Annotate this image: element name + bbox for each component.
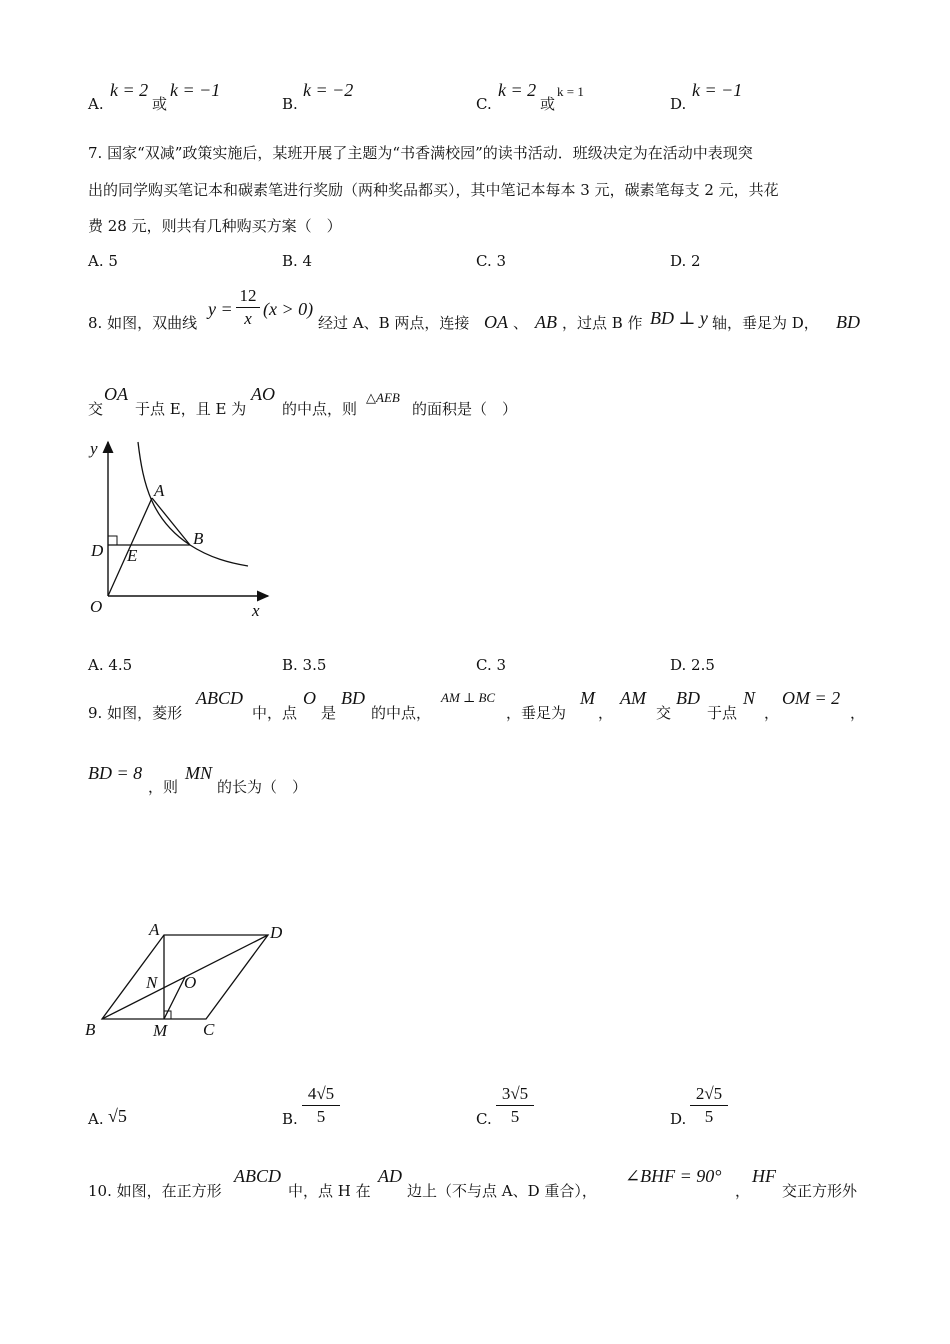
q8-math-oa-2: OA (104, 384, 128, 404)
q8-label-a: A (154, 481, 165, 500)
q7-option-b: B. 4 (282, 252, 313, 270)
q7-line-2: 出的同学购买笔记本和碳素笔进行奖励（两种奖品都买），其中笔记本每本 3 元，碳素笔每支 2 元，共花 (88, 181, 779, 199)
q9-text-11: ，则 (148, 778, 179, 796)
q7-line-1: 7. 国家“双减”政策实施后，某班开展了主题为“书香满校园”的读书活动．班级决定为在活动中表现突 (88, 144, 753, 162)
q6-option-c-or: 或 (540, 95, 556, 113)
q9-label-m: M (153, 1021, 168, 1040)
q10-text-4: ， (735, 1182, 751, 1200)
q8-label-e: E (127, 546, 138, 565)
q8-func-numerator: 12 (239, 286, 257, 305)
q9-option-d-numerator: 2√5 (695, 1084, 723, 1103)
q7-option-a: A. 5 (88, 252, 118, 270)
q8-text-6: 交 (88, 400, 104, 418)
q9-math-om: OM = 2 (782, 688, 841, 708)
q8-math-ao: AO (251, 384, 275, 404)
q6-option-c-label: C. (476, 95, 492, 113)
q8-func-fraction (236, 286, 260, 329)
q9-option-b-label: B. (282, 1110, 298, 1128)
q9-label-a: A (149, 920, 160, 939)
q8-text-9: 的面积是（ ） (412, 400, 518, 418)
q8-text-4: ，过点 B 作 (562, 314, 643, 332)
q9-text-5: ，垂足为 (506, 704, 567, 722)
q9-option-d-denominator: 5 (704, 1107, 714, 1126)
q6-option-b-math: k = −2 (303, 80, 354, 100)
q10-text-1: 10. 如图，在正方形 (88, 1182, 222, 1200)
q7-option-d: D. 2 (670, 252, 701, 270)
q9-segment-om (164, 977, 185, 1019)
q6-option-b-label: B. (282, 95, 298, 113)
q9-text-12: 的长为（ ） (217, 778, 308, 796)
q10-math-hf: HF (752, 1166, 776, 1186)
q8-text-5: 轴，垂足为 D， (712, 314, 819, 332)
q8-option-b: B. 3.5 (282, 656, 327, 674)
q9-text-9: ， (764, 704, 780, 722)
q8-math-ab: AB (535, 312, 557, 332)
q9-rhombus-figure (80, 915, 300, 1045)
q8-label-b: B (193, 529, 204, 548)
q9-label-c: C (203, 1020, 215, 1039)
q9-math-bd: BD (341, 688, 365, 708)
q9-label-b: B (85, 1020, 96, 1039)
q8-math-oa: OA (484, 312, 508, 332)
q9-math-mn: MN (185, 763, 212, 783)
q9-label-n: N (146, 973, 158, 992)
q9-text-3: 是 (321, 704, 337, 722)
q8-option-c: C. 3 (476, 656, 507, 674)
q10-text-2: 中，点 H 在 (288, 1182, 371, 1200)
q10-text-5: 交正方形外 (782, 1182, 858, 1200)
q9-text-8: 于点 (707, 704, 738, 722)
q6-option-a-math1: k = 2 (110, 80, 149, 100)
q8-func-denominator: x (244, 309, 252, 328)
q8-math-bd-perp: BD ⊥ y (650, 308, 708, 328)
q8-math-bd: BD (836, 312, 860, 332)
q9-math-m: M (580, 688, 595, 708)
q9-text-4: 的中点， (371, 704, 432, 722)
q9-math-am: AM (620, 688, 646, 708)
q9-text-2: 中，点 (252, 704, 298, 722)
q6-option-c-math1: k = 2 (498, 80, 537, 100)
q9-label-d: D (270, 923, 283, 942)
q9-option-c-fraction (496, 1084, 534, 1127)
q6-option-a-or: 或 (152, 95, 168, 113)
q9-option-c-denominator: 5 (510, 1107, 520, 1126)
q9-option-d-fraction (690, 1084, 728, 1127)
q9-option-b-fraction (302, 1084, 340, 1127)
q8-label-y: y (90, 439, 98, 458)
q9-math-n: N (743, 688, 756, 708)
q9-text-6: ， (598, 704, 614, 722)
q10-math-abcd: ABCD (234, 1166, 281, 1186)
q6-option-d-math: k = −1 (692, 80, 743, 100)
q9-option-d-label: D. (670, 1110, 687, 1128)
q10-math-ad: AD (378, 1166, 402, 1186)
q9-math-bd8: BD = 8 (88, 763, 143, 783)
q9-label-o: O (184, 973, 197, 992)
q9-option-a-value: √5 (108, 1106, 127, 1126)
q8-text-2: 经过 A、B 两点，连接 (318, 314, 470, 332)
q6-option-a-label: A. (88, 95, 104, 113)
q8-label-d: D (91, 541, 104, 560)
q7-option-c: C. 3 (476, 252, 507, 270)
q8-text-8: 的中点，则 (282, 400, 358, 418)
q8-label-x: x (252, 601, 260, 620)
q8-segment-ab (152, 498, 190, 545)
q8-label-o: O (90, 597, 103, 616)
q9-math-bd-2: BD (676, 688, 700, 708)
q8-math-triangle: △AEB (366, 390, 400, 405)
q9-option-b-denominator: 5 (316, 1107, 326, 1126)
q6-option-d-label: D. (670, 95, 687, 113)
q8-right-angle-mark (108, 536, 117, 545)
q9-text-10: ， (850, 704, 866, 722)
q8-func-condition: (x > 0) (263, 299, 314, 319)
q8-option-d: D. 2.5 (670, 656, 715, 674)
q10-text-3: 边上（不与点 A、D 重合）， (407, 1182, 597, 1200)
q8-func-lhs: y = (208, 299, 233, 319)
q8-text-1: 8. 如图，双曲线 (88, 314, 198, 332)
q8-hyperbola-figure (80, 430, 280, 620)
q7-line-3: 费 28 元，则共有几种购买方案（ ） (88, 217, 342, 235)
q8-option-a: A. 4.5 (88, 656, 133, 674)
q9-math-abcd: ABCD (196, 688, 243, 708)
q9-option-c-numerator: 3√5 (501, 1084, 529, 1103)
q8-text-7: 于点 E，且 E 为 (135, 400, 247, 418)
q9-option-a-label: A. (88, 1110, 104, 1128)
q9-text-7: 交 (656, 704, 672, 722)
q9-math-o: O (303, 688, 316, 708)
q9-text-1: 9. 如图，菱形 (88, 704, 183, 722)
q10-math-angle: ∠BHF = 90° (625, 1166, 722, 1186)
q9-option-b-numerator: 4√5 (307, 1084, 335, 1103)
q6-option-a-math2: k = −1 (170, 80, 221, 100)
q8-text-3: 、 (513, 314, 529, 332)
q9-option-c-label: C. (476, 1110, 492, 1128)
q9-math-am-perp: AM ⊥ BC (441, 690, 496, 705)
q6-option-c-math2: k = 1 (557, 84, 584, 99)
